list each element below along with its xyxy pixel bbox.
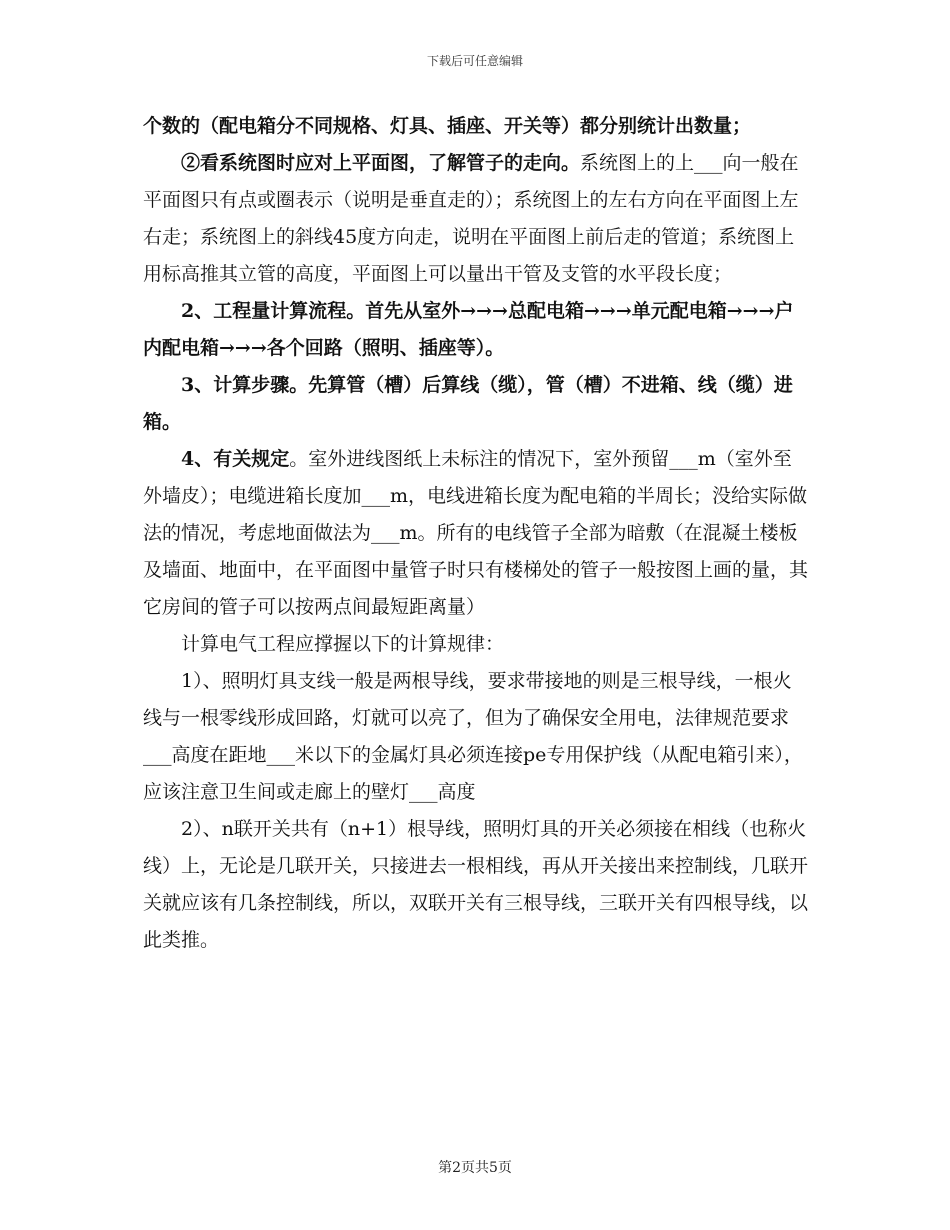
paragraph-rules-intro — [143, 626, 809, 663]
paragraph-text: 系统图上的上___向一般在平面图只有点或圈表示（说明是垂直走的）；系统图上的左右方向在平面图上左右走；系统图上的斜线45度方向走，说明在平面图上前后走的管道；系统图上用标高推其立管的高度，平面图上可以量出干管及支管的水平段长度； — [143, 152, 799, 285]
paragraph-text: 1）、照明灯具支线一般是两根导线，要求带接地的则是三根导线，一根火线与一根零线形成回路，灯就可以亮了，但为了确保安全用电，法律规范要求___高度在距地___米以下的金属灯具必须连接pe专用保护线（从配电箱引来），应该注意卫生间或走廊上的壁灯___高度 — [143, 670, 803, 803]
paragraph-rule-1 — [143, 663, 809, 811]
page-header: 下载后可任意编辑 — [426, 54, 523, 68]
paragraph-system-diagram — [143, 145, 809, 293]
paragraph-rule-2 — [143, 811, 809, 959]
paragraph-count-items — [143, 108, 809, 145]
paragraph-regulations — [143, 441, 809, 626]
paragraph-bold: 个数的（配电箱分不同规格、灯具、插座、开关等）都分别统计出数量； — [143, 115, 752, 137]
paragraph-text: 2）、n联开关共有（n+1）根导线，照明灯具的开关必须接在相线（也称火线）上，无论是几联开关，只接进去一根相线，再从开关接出来控制线，几联开关就应该有几条控制线，所以，双联开关有三根导线，三联开关有四根导线，以此类推。 — [143, 818, 809, 951]
paragraph-bold: 3、计算步骤。先算管（槽）后算线（缆），管（槽）不进箱、线（缆）进箱。 — [143, 374, 793, 433]
paragraph-bold: 4、有关规定 — [181, 448, 290, 470]
paragraph-calculation-flow — [143, 293, 809, 367]
paragraph-text: 计算电气工程应撑握以下的计算规律： — [181, 633, 505, 655]
paragraph-text: 。室外进线图纸上未标注的情况下，室外预留___m（室外至外墙皮）；电缆进箱长度加___m，电线进箱长度为配电箱的半周长；没给实际做法的情况，考虑地面做法为___m。所有的电线管子全部为暗敷（在混凝土楼板及墙面、地面中，在平面图中量管子时只有楼梯处的管子一般按图上画的量，其它房间的管子可以按两点间最短距离量） — [143, 448, 809, 618]
page-number: 第2页共5页 — [438, 1160, 512, 1176]
paragraph-calculation-steps — [143, 367, 809, 441]
document-body — [143, 108, 809, 959]
paragraph-bold: 2、工程量计算流程。首先从室外→→→总配电箱→→→单元配电箱→→→户内配电箱→→→各个回路（照明、插座等）。 — [143, 300, 794, 359]
paragraph-bold: ②看系统图时应对上平面图，了解管子的走向。 — [181, 152, 581, 174]
